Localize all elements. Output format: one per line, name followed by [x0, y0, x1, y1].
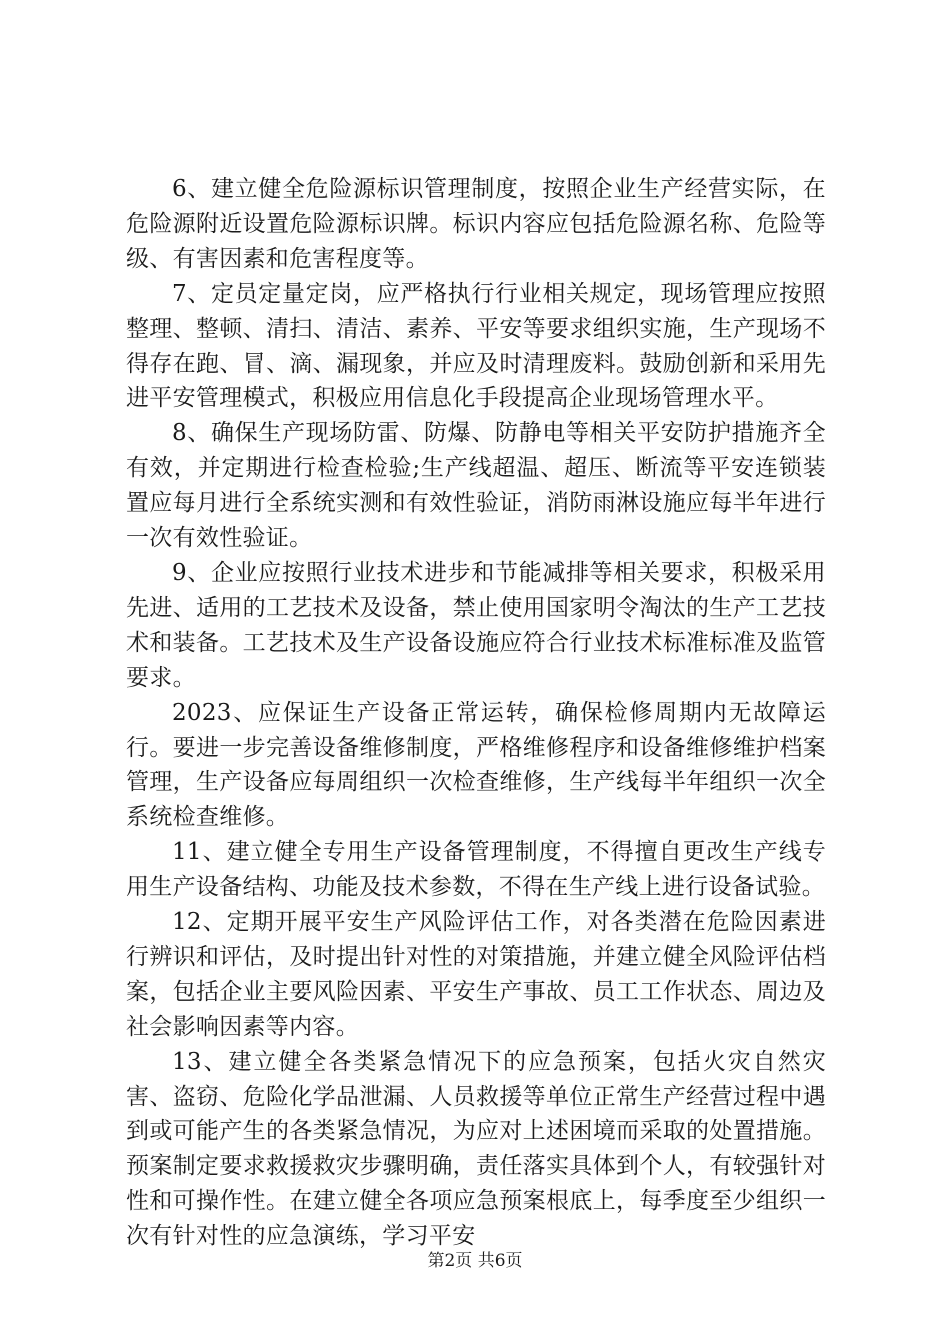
paragraph-item-12: 12、定期开展平安生产风险评估工作，对各类潜在危险因素进行辨识和评估，及时提出针对性的对策措施，并建立健全风险评估档案，包括企业主要风险因素、平安生产事故、员工工作状态、周边及社会影响因素等内容。: [126, 909, 826, 1040]
paragraph-item-8: 8、确保生产现场防雷、防爆、防静电等相关平安防护措施齐全有效，并定期进行检查检验;生产线超温、超压、断流等平安连锁装置应每月进行全系统实测和有效性验证，消防雨淋设施应每半年进行一次有效性验证。: [126, 420, 826, 552]
paragraph-item-6: 6、建立健全危险源标识管理制度，按照企业生产经营实际，在危险源附近设置危险源标识牌。标识内容应包括危险源名称、危险等级、有害因素和危害程度等。: [126, 176, 826, 272]
document-body: [126, 172, 826, 1254]
page-number-footer: 第2页 共6页: [427, 1251, 523, 1271]
paragraph-item-7: 7、定员定量定岗，应严格执行行业相关规定，现场管理应按照整理、整顿、清扫、清洁、素养、平安等要求组织实施，生产现场不得存在跑、冒、滴、漏现象，并应及时清理废料。鼓励创新和采用先进平安管理模式，积极应用信息化手段提高企业现场管理水平。: [126, 280, 826, 412]
paragraph-item-9: 9、企业应按照行业技术进步和节能减排等相关要求，积极采用先进、适用的工艺技术及设备，禁止使用国家明令淘汰的生产工艺技术和装备。工艺技术及生产设备设施应符合行业技术标准标准及监管要求。: [126, 559, 826, 691]
paragraph-item-11: 11、建立健全专用生产设备管理制度，不得擅自更改生产线专用生产设备结构、功能及技术参数，不得在生产线上进行设备试验。: [126, 839, 826, 901]
paragraph-item-10: 2023、应保证生产设备正常运转，确保检修周期内无故障运行。要进一步完善设备维修制度，严格维修程序和设备维修维护档案管理，生产设备应每周组织一次检查维修，生产线每半年组织一次全系统检查维修。: [126, 699, 826, 831]
paragraph-item-13: 13、建立健全各类紧急情况下的应急预案，包括火灾自然灾害、盗窃、危险化学品泄漏、人员救援等单位正常生产经营过程中遇到或可能产生的各类紧急情况，为应对上述困境而采取的处置措施。预案制定要求救援救灾步骤明确，责任落实具体到个人，有较强针对性和可操作性。在建立健全各项应急预案根底上，每季度至少组织一次有针对性的应急演练，学习平安: [126, 1048, 826, 1250]
